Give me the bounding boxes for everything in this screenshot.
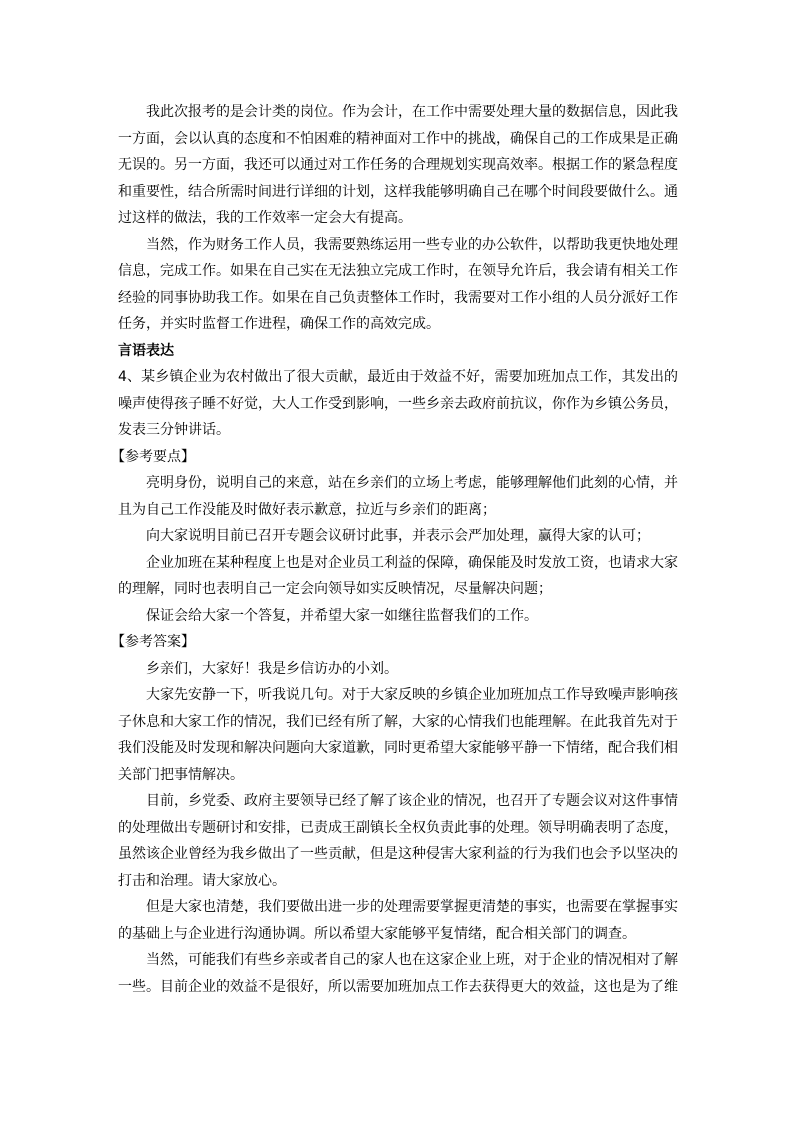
answer-paragraph-4: 当然，可能我们有些乡亲或者自己的家人也在这家企业上班，对于企业的情况相对了解一些。目前企业的效益不是很好，所以需要加班加点工作去获得更大的效益，这也是为了维: [118, 952, 678, 995]
answer-greeting: 乡亲们，大家好！我是乡信访办的小刘。: [146, 660, 398, 677]
answer-paragraph-1: 大家先安静一下，听我说几句。对于大家反映的乡镇企业加班加点工作导致噪声影响孩子休息和大家工作的情况，我们已经有所了解，大家的心情我们也能理解。在此我首先对于我们没能及时发现和解决问题向大家道歉，同时更希望大家能够平静一下情绪，配合我们相关部门把事情解决。: [118, 687, 678, 783]
document-page: [111, 99, 678, 1000]
paragraph-financial-software: 当然，作为财务工作人员，我需要熟练运用一些专业的办公软件，以帮助我更快地处理信息，完成工作。如果在自己实在无法独立完成工作时，在领导允许后，我会请有相关工作经验的同事协助我工作。如果在自己负责整体工作时，我需要对工作小组的人员分派好工作任务，并实时监督工作进程，确保工作的高效完成。: [118, 236, 678, 332]
answer-paragraph-2: 目前，乡党委、政府主要领导已经了解了该企业的情况，也召开了专题会议对这件事情的处理做出专题研讨和安排，已责成王副镇长全权负责此事的处理。领导明确表明了态度，虽然该企业曾经为我乡做出了一些贡献，但是这种侵害大家利益的行为我们也会予以坚决的打击和治理。请大家放心。: [118, 793, 678, 889]
reference-points-label: 【参考要点】: [111, 448, 195, 465]
question-4: 4、某乡镇企业为农村做出了很大贡献，最近由于效益不好，需要加班加点工作，其发出的噪声使得孩子睡不好觉，大人工作受到影响，一些乡亲去政府前抗议，你作为乡镇公务员，发表三分钟讲话。: [118, 369, 678, 438]
reference-point-3: 企业加班在某种程度上也是对企业员工利益的保障，确保能及时发放工资，也请求大家的理解，同时也表明自己一定会向领导如实反映情况，尽量解决问题；: [118, 554, 678, 597]
reference-point-2: 向大家说明目前已召开专题会议研讨此事，并表示会严加处理，赢得大家的认可；: [146, 528, 650, 544]
answer-paragraph-3: 但是大家也清楚，我们要做出进一步的处理需要掌握更清楚的事实，也需要在掌握事实的基础上与企业进行沟通协调。所以希望大家能够平复情绪，配合相关部门的调查。: [118, 899, 678, 942]
reference-point-1: 亮明身份，说明自己的来意，站在乡亲们的立场上考虑，能够理解他们此刻的心情，并且为自己工作没能及时做好表示歉意，拉近与乡亲们的距离；: [118, 475, 678, 518]
paragraph-accounting-role: 我此次报考的是会计类的岗位。作为会计，在工作中需要处理大量的数据信息，因此我一方面，会以认真的态度和不怕困难的精神面对工作中的挑战，确保自己的工作成果是正确无误的。另一方面，我还可以通过对工作任务的合理规划实现高效率。根据工作的紧急程度和重要性，结合所需时间进行详细的计划，这样我能够明确自己在哪个时间段要做什么。通过这样的做法，我的工作效率一定会大有提高。: [118, 104, 678, 226]
section-heading-verbal-expression: 言语表达: [118, 342, 174, 359]
reference-answer-label: 【参考答案】: [111, 634, 195, 650]
reference-point-4: 保证会给大家一个答复，并希望大家一如继往监督我们的工作。: [146, 607, 538, 624]
